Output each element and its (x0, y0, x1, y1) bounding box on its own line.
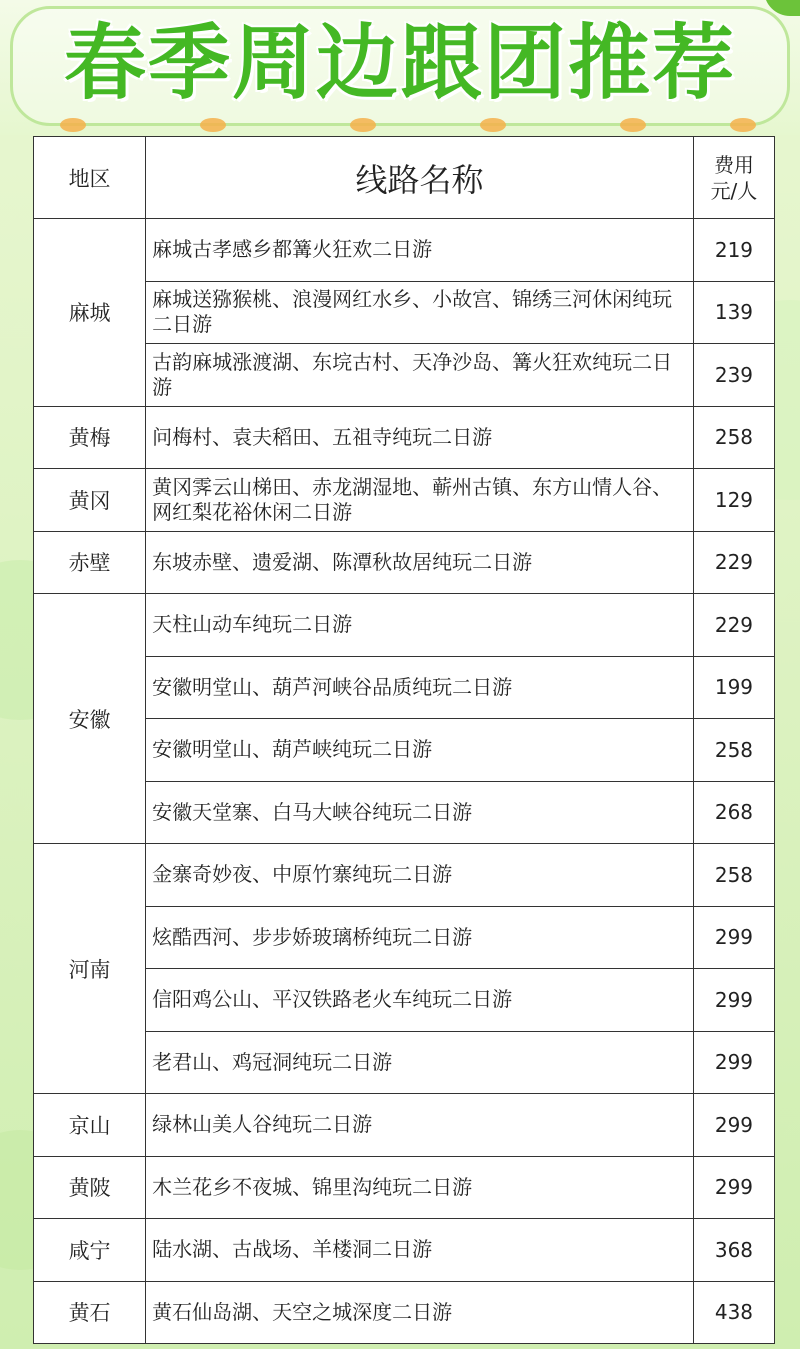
region-cell: 赤壁 (34, 531, 146, 594)
table-row (34, 594, 775, 657)
table-header-row (34, 137, 775, 219)
table-row (34, 1156, 775, 1219)
route-name-cell: 天柱山动车纯玩二日游 (146, 594, 694, 657)
route-name-cell: 木兰花乡不夜城、锦里沟纯玩二日游 (146, 1156, 694, 1219)
header-price (693, 137, 774, 219)
route-name-cell: 东坡赤壁、遗爱湖、陈潭秋故居纯玩二日游 (146, 531, 694, 594)
route-name-cell: 麻城古孝感乡都篝火狂欢二日游 (146, 219, 694, 282)
route-name-cell: 麻城送猕猴桃、浪漫网红水乡、小故宫、锦绣三河休闲纯玩二日游 (146, 281, 694, 344)
price-cell: 258 (693, 844, 774, 907)
route-name-cell: 黄石仙岛湖、天空之城深度二日游 (146, 1281, 694, 1344)
price-cell: 258 (693, 406, 774, 469)
region-cell: 京山 (34, 1094, 146, 1157)
price-cell: 299 (693, 1094, 774, 1157)
tour-table (33, 136, 775, 1344)
route-name-cell: 陆水湖、古战场、羊楼洞二日游 (146, 1219, 694, 1282)
header-route: 线路名称 (146, 137, 694, 219)
region-cell: 安徽 (34, 594, 146, 844)
table-row (34, 1094, 775, 1157)
price-cell: 299 (693, 969, 774, 1032)
region-cell: 黄冈 (34, 469, 146, 532)
price-cell: 199 (693, 656, 774, 719)
region-cell: 麻城 (34, 219, 146, 407)
route-name-cell: 黄冈霁云山梯田、赤龙湖湿地、蕲州古镇、东方山情人谷、网红梨花裕休闲二日游 (146, 469, 694, 532)
table-row (34, 219, 775, 282)
header-region: 地区 (34, 137, 146, 219)
price-cell: 299 (693, 1031, 774, 1094)
route-name-cell: 老君山、鸡冠洞纯玩二日游 (146, 1031, 694, 1094)
region-cell: 咸宁 (34, 1219, 146, 1282)
price-cell: 268 (693, 781, 774, 844)
price-cell: 229 (693, 594, 774, 657)
table-row (34, 406, 775, 469)
price-cell: 129 (693, 469, 774, 532)
region-cell: 黄陂 (34, 1156, 146, 1219)
title-banner (0, 0, 800, 135)
header-price-line1: 费用 (713, 152, 754, 177)
route-name-cell: 炫酷西河、步步娇玻璃桥纯玩二日游 (146, 906, 694, 969)
region-cell: 黄石 (34, 1281, 146, 1344)
region-cell: 河南 (34, 844, 146, 1094)
route-name-cell: 安徽明堂山、葫芦河峡谷品质纯玩二日游 (146, 656, 694, 719)
price-cell: 139 (693, 281, 774, 344)
price-cell: 258 (693, 719, 774, 782)
price-cell: 239 (693, 344, 774, 407)
route-name-cell: 安徽明堂山、葫芦峡纯玩二日游 (146, 719, 694, 782)
table-row (34, 1281, 775, 1344)
table-row (34, 844, 775, 907)
price-cell: 219 (693, 219, 774, 282)
price-cell: 299 (693, 906, 774, 969)
route-name-cell: 绿林山美人谷纯玩二日游 (146, 1094, 694, 1157)
table-row (34, 531, 775, 594)
page-title: 春季周边跟团推荐 (63, 16, 736, 111)
route-name-cell: 信阳鸡公山、平汉铁路老火车纯玩二日游 (146, 969, 694, 1032)
route-name-cell: 古韵麻城涨渡湖、东垸古村、天净沙岛、篝火狂欢纯玩二日游 (146, 344, 694, 407)
price-cell: 299 (693, 1156, 774, 1219)
flower-decoration (60, 112, 760, 138)
table-row (34, 1219, 775, 1282)
route-name-cell: 问梅村、袁夫稻田、五祖寺纯玩二日游 (146, 406, 694, 469)
table-row (34, 469, 775, 532)
price-cell: 229 (693, 531, 774, 594)
route-name-cell: 金寨奇妙夜、中原竹寨纯玩二日游 (146, 844, 694, 907)
price-cell: 368 (693, 1219, 774, 1282)
region-cell: 黄梅 (34, 406, 146, 469)
header-price-line2: 元/人 (710, 178, 758, 203)
price-cell: 438 (693, 1281, 774, 1344)
route-name-cell: 安徽天堂寨、白马大峡谷纯玩二日游 (146, 781, 694, 844)
